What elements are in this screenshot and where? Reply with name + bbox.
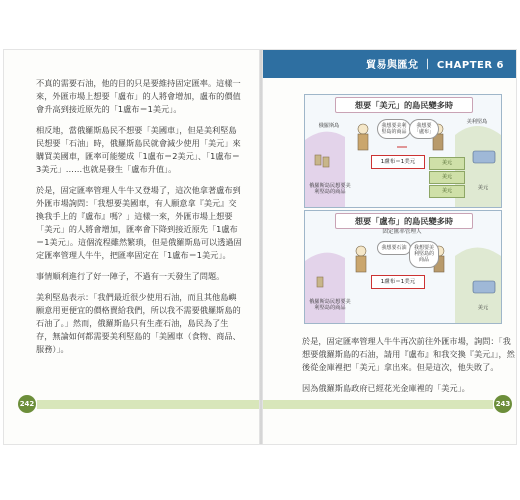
panel1-person-head	[358, 124, 368, 134]
illustration-panel-dollar-demand	[304, 94, 502, 208]
left-paragraph-3: 於是，固定匯率管理人牛牛又登場了，這次他拿著盧布到外匯市場詢問：「我想要美國車，有人願意拿『美元』交換我手上的『盧布』嗎？」這樣一來，外匯市場上想要「美元」的人將會增加，匯率會下降到接近原先「1盧布＝1美元」。這個流程雖然繁瑣，但是俄羅斯島可以透過固定匯率管理人牛牛，把匯率固定在「1盧布＝1美元」。	[36, 185, 242, 260]
left-paragraph-4: 事情順利進行了好一陣子，不過有一天發生了問題。	[36, 271, 225, 281]
left-page-band	[37, 400, 259, 409]
panel1-bottom-left-label: 俄羅斯島民想要美利堅島的商品	[309, 183, 351, 196]
panel2-rate-box: 1盧布＝1美元	[371, 275, 425, 289]
panel1-car	[473, 151, 495, 163]
illustration-panel-ruble-demand	[304, 210, 502, 324]
panel1-bill-2: 美元	[429, 171, 465, 184]
panel2-bubble-right: 我想要美利堅島的商品	[409, 241, 439, 268]
panel1-bill-3: 美元	[429, 185, 465, 198]
panel2-person-head	[356, 246, 366, 256]
panel2-car	[473, 281, 495, 293]
panel1-person-body	[358, 134, 368, 150]
panel1-title: 想要「美元」的島民變多時	[335, 97, 473, 113]
chapter-header	[263, 50, 516, 78]
panel1-right-label: 美利堅島	[466, 119, 488, 125]
panel2-title: 想要「盧布」的島民變多時	[335, 213, 473, 229]
panel2-left-island	[305, 253, 345, 323]
right-page-number: 243	[494, 395, 512, 413]
panel1-left-label: 俄羅斯島	[318, 123, 340, 129]
right-page-text	[302, 335, 516, 395]
book-gutter	[259, 50, 263, 444]
panel1-bubble-left: 我想要美利堅島的商品	[377, 119, 411, 139]
panel1-oil-barrel	[315, 155, 321, 165]
panel2-oil-barrel	[317, 277, 323, 287]
left-page-text	[36, 77, 244, 356]
panel1-bottom-right-label: 美元	[477, 185, 489, 191]
chapter-header-text: 貿易與匯兌 ｜ CHAPTER 6	[365, 60, 504, 71]
panel2-person-body	[356, 256, 366, 272]
left-paragraph-1: 不真的需要石油，他的目的只是要維持固定匯率。這樣一來，外匯市場上想要「盧布」的人將會增加，盧布的價值會升高到接近原先的「1盧布＝1美元」。	[36, 78, 241, 114]
right-page-band	[263, 400, 493, 409]
panel1-rate-box: 1盧布＝1美元	[371, 155, 425, 169]
panel1-bill-1: 美元	[429, 157, 465, 170]
panel2-bubble-left: 我想要石油	[377, 241, 411, 255]
right-paragraph-1: 於是，固定匯率管理人牛牛再次前往外匯市場，詢問：「我想要俄羅斯島的石油，請用『盧布』和我交換『美元』」，然後從金庫裡把「美元」拿出來。但是這次，他失敗了。	[302, 336, 515, 372]
right-paragraph-2: 因為俄羅斯島政府已經花光金庫裡的「美元」。	[302, 383, 470, 393]
left-page-number: 242	[18, 395, 36, 413]
panel2-bottom-left-label: 俄羅斯島民想要美利堅島的商品	[309, 299, 351, 312]
panel1-oil-barrel-2	[323, 157, 329, 167]
panel1-bubble-right: 我想要「盧布」	[409, 119, 439, 139]
left-paragraph-5: 美利堅島表示：「我們最近很少使用石油，而且其他島嶼願意用更便宜的價格賣給我們，所以我不需要俄羅斯島的石油了。」然而，俄羅斯島只有生產石油，島民為了生存，無論如何都需要美利堅島的「美國車（食物、商品、服務）」。	[36, 292, 241, 354]
left-paragraph-2: 相反地，當俄羅斯島民不想要「美國車」，但是美利堅島民想要「石油」時，俄羅斯島民就會減少使用「美元」來購買美國車，匯率可能變成「1盧布＝2美元」、「1盧布＝3美元」……也就是發生「盧布升值」。	[36, 125, 241, 174]
panel2-top-label: 固定匯率管理人	[382, 229, 422, 235]
panel2-bottom-right-label: 美元	[477, 305, 489, 311]
book-spread	[4, 50, 516, 444]
